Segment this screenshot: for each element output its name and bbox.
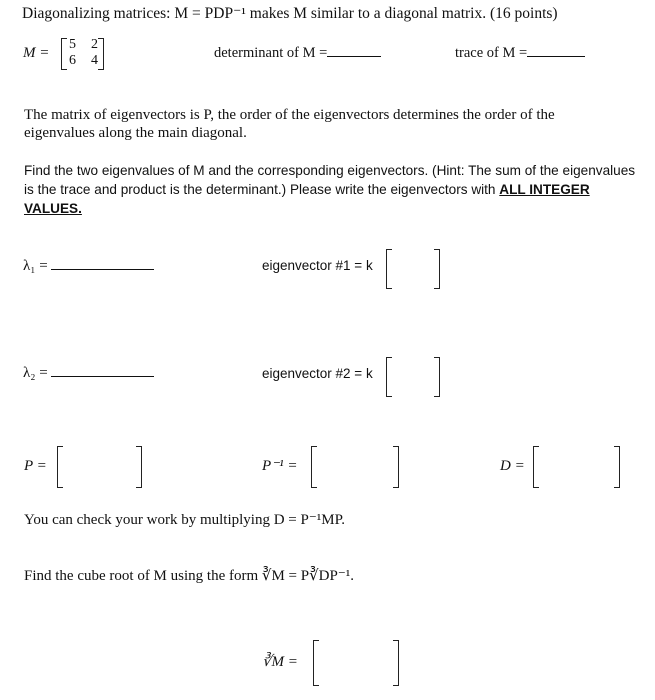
p-left-bracket[interactable] (57, 446, 63, 488)
integer-values-emphasis: ALL INTEGER VALUES. (24, 182, 590, 216)
problem-title (22, 4, 558, 23)
matrix-m-left-bracket (61, 38, 67, 70)
matrix-m-label: M = (23, 45, 50, 61)
determinant-label: determinant of M = (214, 45, 328, 61)
eigenvector-2-left-bracket[interactable] (386, 357, 392, 397)
matrix-m-cell-21: 6 (69, 53, 76, 68)
eigenvector-1-right-bracket (434, 249, 440, 289)
trace-label: trace of M = (455, 45, 528, 61)
determinant-answer-blank[interactable] (327, 56, 381, 57)
instructions-paragraph (24, 161, 648, 218)
determinant-prompt (214, 45, 381, 62)
d-label: D = (500, 458, 525, 474)
matrix-m-cell-22: 4 (91, 53, 98, 68)
cube-root-label: ∛M = (262, 654, 298, 670)
eigenvector-1-label: eigenvector #1 = k (262, 258, 373, 273)
check-work-text: You can check your work by multiplying D = P⁻¹MP. (24, 512, 346, 528)
p-inverse-left-bracket[interactable] (311, 446, 317, 488)
cube-root-right-bracket (393, 640, 399, 686)
instructions-text: Find the two eigenvalues of M and the corresponding eigenvectors. (Hint: The sum of the eigenvalues is the trace and product is the determinant.) Please write the eigenvectors with (24, 163, 636, 197)
eigenvalue-1-row (23, 258, 154, 275)
eigenvector-order-paragraph: The matrix of eigenvectors is P, the order of the eigenvectors determines the order of the eigenvalues along the main diagonal. (24, 107, 555, 141)
matrix-m-right-bracket (98, 38, 104, 70)
p-inverse-right-bracket (393, 446, 399, 488)
trace-answer-blank[interactable] (527, 56, 585, 57)
matrix-m-cell-11: 5 (69, 37, 76, 52)
d-right-bracket (614, 446, 620, 488)
eigenvalue-1-label: λ₁ = (23, 258, 48, 274)
title-points: (16 points) (489, 5, 558, 22)
cube-root-instructions: Find the cube root of M using the form ∛M = P∛DP⁻¹. (24, 568, 354, 584)
eigenvalue-2-label: λ₂ = (23, 365, 48, 381)
matrix-m-cell-12: 2 (91, 37, 98, 52)
cube-root-left-bracket[interactable] (313, 640, 319, 686)
eigenvalue-2-blank[interactable] (51, 376, 154, 377)
matrix-m (61, 38, 105, 70)
title-main: Diagonalizing matrices: M = PDP⁻¹ makes M similar to a diagonal matrix. (22, 5, 487, 22)
p-inverse-label: P⁻¹ = (262, 458, 298, 474)
eigenvector-2-label: eigenvector #2 = k (262, 366, 373, 381)
eigenvalue-2-row (23, 365, 154, 382)
d-left-bracket[interactable] (533, 446, 539, 488)
eigenvector-1-left-bracket[interactable] (386, 249, 392, 289)
eigenvalue-1-blank[interactable] (51, 269, 154, 270)
p-label: P = (24, 458, 47, 474)
p-right-bracket (136, 446, 142, 488)
eigenvector-2-right-bracket (434, 357, 440, 397)
trace-prompt (455, 45, 585, 62)
